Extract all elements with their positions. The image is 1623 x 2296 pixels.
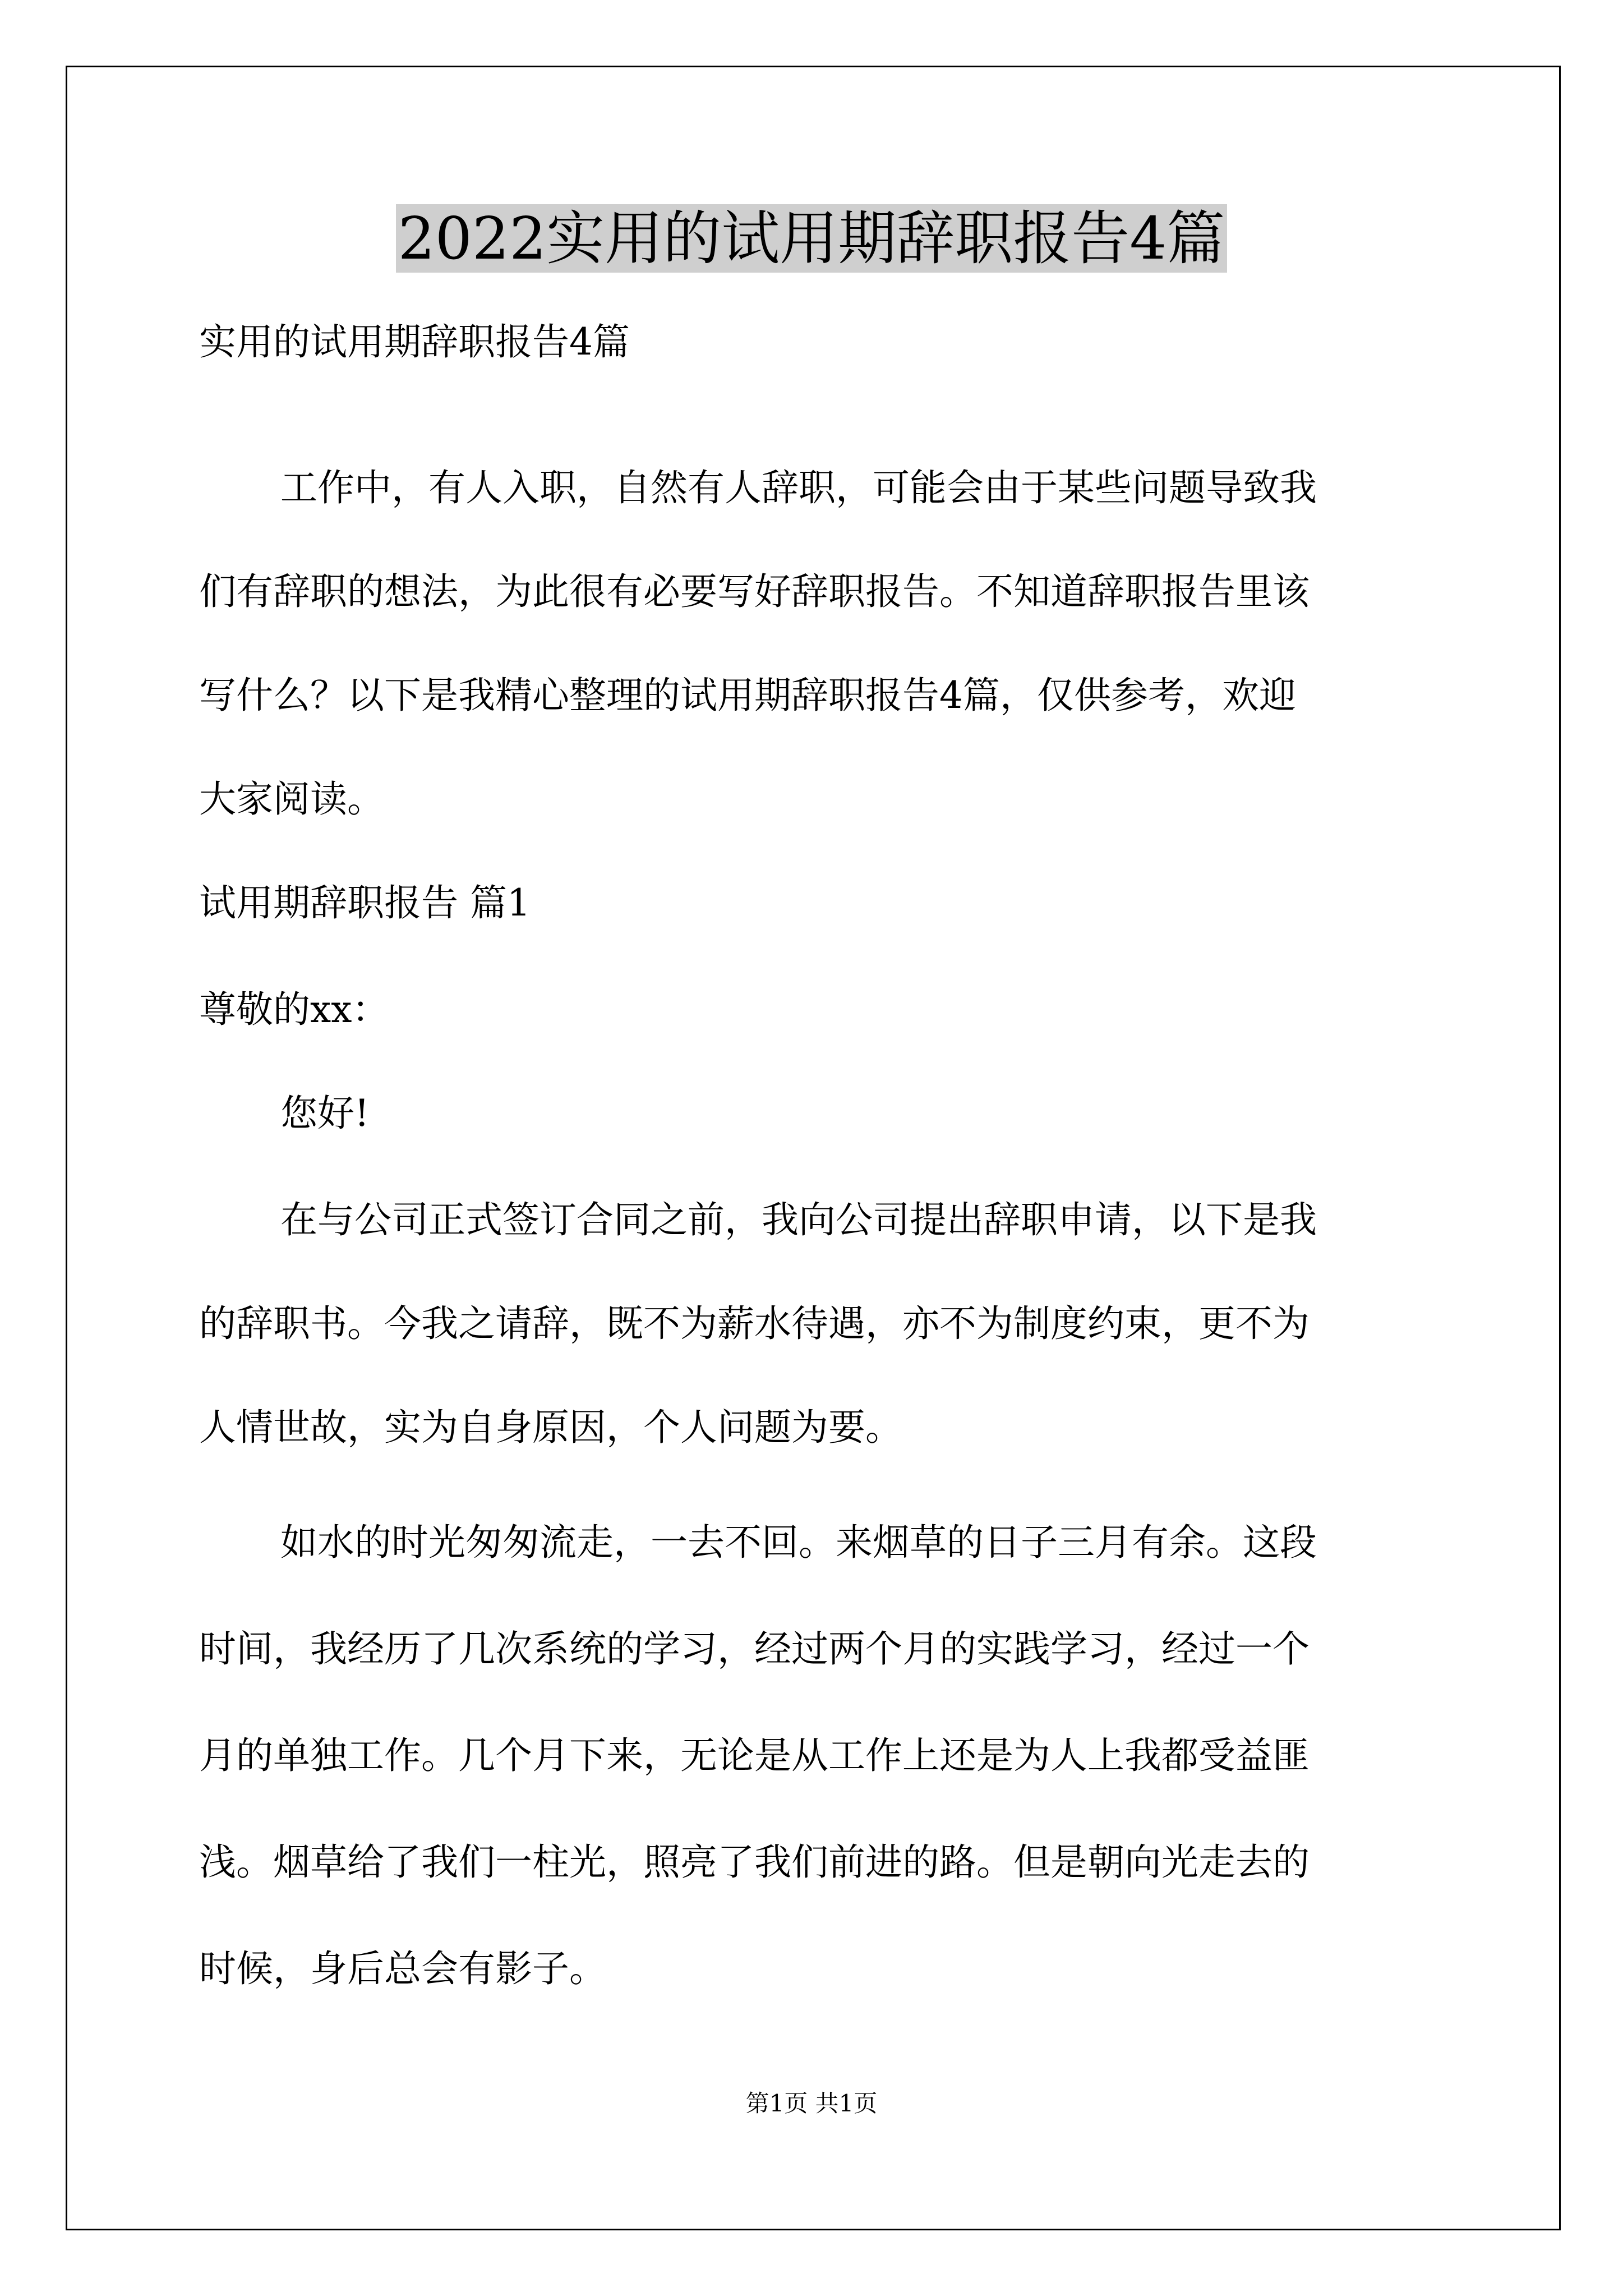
paragraph-2-line-4: 浅。烟草给了我们一柱光，照亮了我们前进的路。但是朝向光走去的 <box>199 1841 1310 1884</box>
salutation: 尊敬的xx： <box>199 988 389 1031</box>
intro-line-3: 写什么？以下是我精心整理的试用期辞职报告4篇，仅供参考，欢迎 <box>199 674 1296 717</box>
page-border <box>66 66 1561 2230</box>
section-heading: 试用期辞职报告 篇1 <box>199 881 531 924</box>
intro-line-1: 工作中，有人入职，自然有人辞职，可能会由于某些问题导致我 <box>280 466 1317 509</box>
paragraph-2-line-1: 如水的时光匆匆流走，一去不回。来烟草的日子三月有余。这段 <box>280 1521 1317 1564</box>
page-footer: 第1页 共1页 <box>745 2090 878 2117</box>
paragraph-1-line-3: 人情世故，实为自身原因，个人问题为要。 <box>199 1406 902 1449</box>
greeting: 您好! <box>280 1092 370 1135</box>
intro-line-2: 们有辞职的想法，为此很有必要写好辞职报告。不知道辞职报告里该 <box>199 570 1310 613</box>
paragraph-2-line-2: 时间，我经历了几次系统的学习，经过两个月的实践学习，经过一个 <box>199 1627 1310 1671</box>
document-title-text: 2022实用的试用期辞职报告4篇 <box>396 204 1228 273</box>
paragraph-1-line-2: 的辞职书。今我之请辞，既不为薪水待遇，亦不为制度约束，更不为 <box>199 1302 1310 1345</box>
paragraph-2-line-5: 时候，身后总会有影子。 <box>199 1947 606 1990</box>
document-title <box>0 199 1623 278</box>
document-subtitle: 实用的试用期辞职报告4篇 <box>199 320 630 364</box>
intro-line-4: 大家阅读。 <box>199 777 384 821</box>
paragraph-1-line-1: 在与公司正式签订合同之前，我向公司提出辞职申请，以下是我 <box>280 1198 1317 1241</box>
paragraph-2-line-3: 月的单独工作。几个月下来，无论是从工作上还是为人上我都受益匪 <box>199 1734 1310 1777</box>
